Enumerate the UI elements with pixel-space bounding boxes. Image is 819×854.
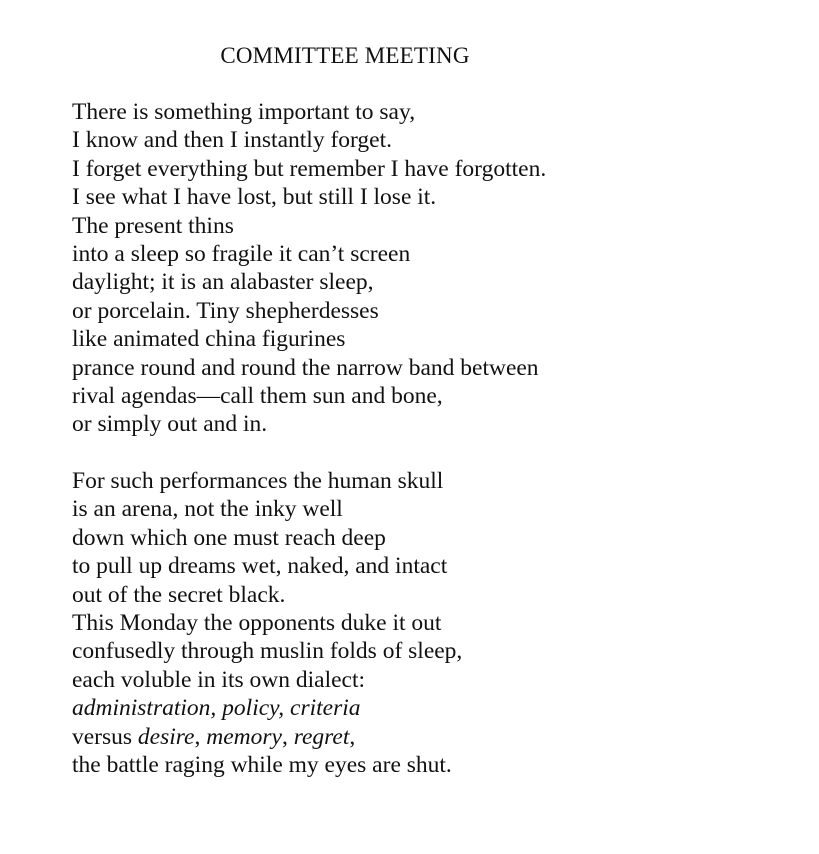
poem-line: out of the secret black. [72, 581, 286, 608]
poem-line: the battle raging while my eyes are shut. [72, 751, 452, 778]
poem-line: rival agendas—call them sun and bone, [72, 382, 443, 409]
poem-line: I forget everything but remember I have forgotten. [72, 155, 547, 182]
term-regret: regret [293, 723, 350, 750]
poem-line: I know and then I instantly forget. [72, 127, 393, 154]
stanza-2 [72, 467, 772, 779]
poem-line: like animated china figurines [72, 326, 346, 353]
poem-line: or simply out and in. [72, 411, 268, 438]
poem-line-versus [72, 723, 772, 751]
poem-line: For such performances the human skull [72, 468, 444, 494]
poem-line: each voluble in its own dialect: [72, 666, 366, 693]
term-separator: , [194, 723, 207, 750]
poem-line: is an arena, not the inky well [72, 496, 343, 523]
term-separator: , [281, 723, 294, 750]
poem-line: prance round and round the narrow band between [72, 354, 539, 381]
poem-line: This Monday the opponents duke it out [72, 609, 442, 636]
poem-line: There is something important to say, [72, 99, 416, 125]
poem-line: into a sleep so fragile it can’t screen [72, 240, 411, 267]
versus-word: versus [72, 723, 138, 750]
term-memory: memory [206, 723, 282, 750]
poem-line: to pull up dreams wet, naked, and intact [72, 553, 448, 580]
poem-line: daylight; it is an alabaster sleep, [72, 269, 374, 296]
term-separator: , [349, 723, 356, 750]
term-desire: desire [137, 723, 195, 750]
term-criteria: criteria [290, 695, 361, 722]
term-separator: , [210, 695, 223, 722]
poem-title: COMMITTEE MEETING [220, 43, 470, 68]
poem-line: I see what I have lost, but still I lose it. [72, 184, 437, 211]
stanza-1 [72, 98, 772, 439]
poem-line-italic-terms [72, 694, 772, 722]
term-policy: policy [222, 695, 279, 722]
poem-line: or porcelain. Tiny shepherdesses [72, 297, 379, 324]
poem-line: down which one must reach deep [72, 524, 386, 551]
poem-line: confusedly through muslin folds of sleep, [72, 638, 463, 665]
term-separator: , [278, 695, 291, 722]
term-administration: administration [72, 695, 211, 722]
poem-line: The present thins [72, 212, 234, 239]
